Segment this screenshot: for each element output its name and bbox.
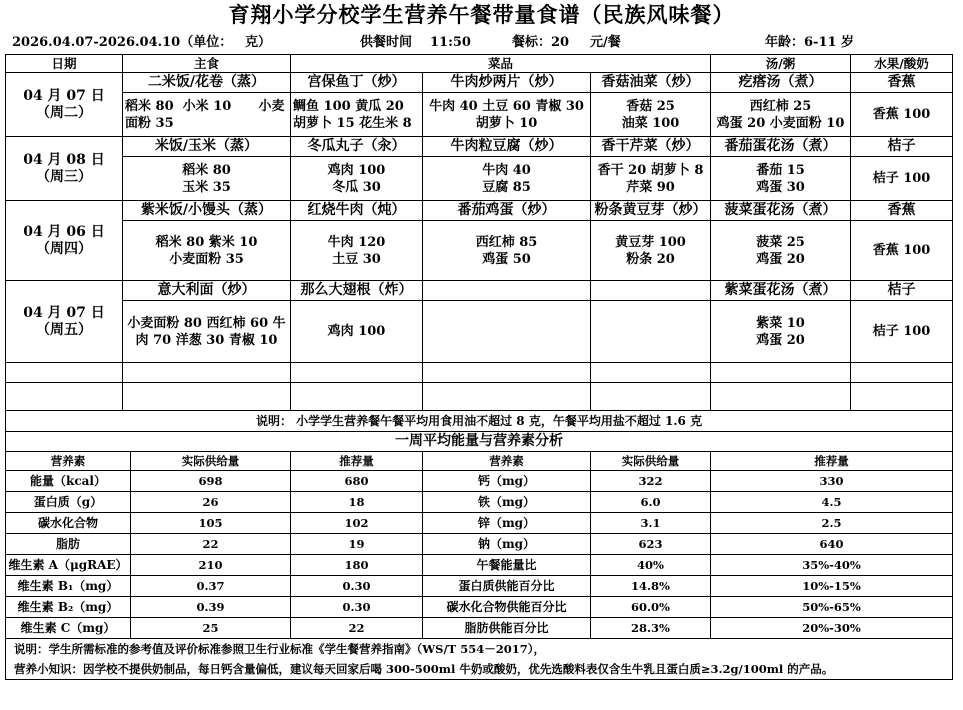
col-staple: 主食 — [123, 55, 291, 73]
nutrient-recommended: 19 — [291, 534, 423, 555]
nutrient-header: 实际供给量 — [591, 452, 711, 471]
nutrient-recommended: 50%-65% — [711, 597, 953, 618]
nutrient-recommended: 330 — [711, 471, 953, 492]
dish-name: 牛肉炒两片（炒） — [423, 73, 591, 93]
day-weekday: （周五） — [36, 321, 92, 338]
dish-name: 宫保鱼丁（炒） — [291, 73, 423, 93]
age-label: 年龄：6-11 岁 — [765, 35, 855, 50]
fruit-ingredients: 香蕉 100 — [851, 221, 953, 281]
fruit-name: 桔子 — [851, 281, 953, 301]
nutrient-row — [6, 492, 953, 513]
nutrient-header: 营养素 — [423, 452, 591, 471]
dish-ingredients — [423, 301, 591, 363]
nutrient-recommended: 102 — [291, 513, 423, 534]
nutrient-actual: 623 — [591, 534, 711, 555]
dish-name: 香菇油菜（炒） — [591, 73, 711, 93]
col-fruit: 水果/酸奶 — [851, 55, 953, 73]
fruit-ingredients: 桔子 100 — [851, 301, 953, 363]
day-date: 04 月 06 日 — [23, 223, 105, 240]
nutrient-actual: 22 — [131, 534, 291, 555]
dish-ingredients — [591, 301, 711, 363]
col-dishes: 菜品 — [291, 55, 711, 73]
nutrient-recommended: 640 — [711, 534, 953, 555]
nutrient-header: 实际供给量 — [131, 452, 291, 471]
nutrient-actual: 105 — [131, 513, 291, 534]
day-date: 04 月 07 日 — [23, 87, 105, 104]
staple-name: 米饭/玉米（蒸） — [123, 137, 291, 157]
fruit-ingredients: 桔子 100 — [851, 157, 953, 201]
nutrient-actual: 6.0 — [591, 492, 711, 513]
day-date: 04 月 07 日 — [23, 304, 105, 321]
staple-name: 紫米饭/小馒头（蒸） — [123, 201, 291, 221]
page-title: 育翔小学分校学生营养午餐带量食谱（民族风味餐） — [228, 2, 735, 27]
ingredient-row — [6, 301, 953, 363]
nutrient-actual: 322 — [591, 471, 711, 492]
staple-name: 意大利面（炒） — [123, 281, 291, 301]
nutrient-row — [6, 513, 953, 534]
dish-ingredients: 牛肉 40 豆腐 85 — [423, 157, 591, 201]
nutrient-actual: 0.39 — [131, 597, 291, 618]
day-row — [6, 201, 953, 221]
dish-ingredients: 鸡肉 100 — [291, 301, 423, 363]
ingredient-row — [6, 221, 953, 281]
nutrient-name: 钙（mg） — [423, 471, 591, 492]
nutrient-recommended: 10%-15% — [711, 576, 953, 597]
nutrient-actual: 14.8% — [591, 576, 711, 597]
soup-ingredients: 紫菜 10 鸡蛋 20 — [711, 301, 851, 363]
serve-time: 11:50 — [430, 35, 471, 50]
footer-row — [6, 639, 953, 680]
nutrient-actual: 210 — [131, 555, 291, 576]
soup-name: 菠菜蛋花汤（煮） — [711, 201, 851, 221]
staple-name: 二米饭/花卷（蒸） — [123, 73, 291, 93]
day-cell — [6, 201, 123, 281]
column-header-row — [6, 55, 953, 73]
fruit-name: 香蕉 — [851, 73, 953, 93]
nutrient-actual: 40% — [591, 555, 711, 576]
dish-ingredients: 香菇 25 油菜 100 — [591, 93, 711, 137]
day-row — [6, 281, 953, 301]
nutrient-name: 脂肪 — [6, 534, 131, 555]
day-weekday: （周二） — [36, 104, 92, 121]
analysis-title-row — [6, 432, 953, 452]
nutrient-name: 铁（mg） — [423, 492, 591, 513]
day-cell — [6, 137, 123, 201]
nutrient-name: 脂肪供能百分比 — [423, 618, 591, 639]
nutrient-actual: 698 — [131, 471, 291, 492]
dish-name — [423, 281, 591, 301]
dish-ingredients: 牛肉 120 土豆 30 — [291, 221, 423, 281]
nutrient-actual: 26 — [131, 492, 291, 513]
staple-ingredients: 小麦面粉 80 西红柿 60 牛肉 70 洋葱 30 青椒 10 — [123, 301, 291, 363]
ingredient-row — [6, 93, 953, 137]
nutrient-header: 营养素 — [6, 452, 131, 471]
footer-notes — [6, 639, 953, 680]
standard-unit: 元/餐 — [590, 35, 621, 50]
soup-ingredients: 西红柿 25 鸡蛋 20 小麦面粉 10 — [711, 93, 851, 137]
fruit-name: 桔子 — [851, 137, 953, 157]
nutrient-row — [6, 534, 953, 555]
dish-ingredients: 黄豆芽 100 粉条 20 — [591, 221, 711, 281]
footer-line-tip: 营养小知识：因学校不提供奶制品，每日钙含量偏低，建议每天回家后喝 300-500ml 牛奶或酸奶，优先选酸料表仅含生牛乳且蛋白质≥3.2g/100ml 的产品。 — [14, 662, 834, 676]
soup-name: 疙瘩汤（煮） — [711, 73, 851, 93]
day-weekday: （周四） — [36, 240, 92, 257]
day-date: 04 月 08 日 — [23, 151, 105, 168]
nutrient-recommended: 2.5 — [711, 513, 953, 534]
soup-name: 番茄蛋花汤（煮） — [711, 137, 851, 157]
dish-name: 香干芹菜（炒） — [591, 137, 711, 157]
staple-ingredients: 稻米 80 小米 10 小麦面粉 35 — [123, 93, 291, 137]
soup-ingredients: 菠菜 25 鸡蛋 20 — [711, 221, 851, 281]
nutrient-actual: 28.3% — [591, 618, 711, 639]
nutrient-row — [6, 576, 953, 597]
nutrient-recommended: 0.30 — [291, 597, 423, 618]
standard-label: 餐标：20 — [512, 35, 570, 50]
col-date: 日期 — [6, 55, 123, 73]
dish-ingredients: 香干 20 胡萝卜 8 芹菜 90 — [591, 157, 711, 201]
nutrient-header: 推荐量 — [711, 452, 953, 471]
nutrient-recommended: 4.5 — [711, 492, 953, 513]
dish-ingredients: 鸡肉 100 冬瓜 30 — [291, 157, 423, 201]
soup-name: 紫菜蛋花汤（煮） — [711, 281, 851, 301]
nutrient-name: 维生素 A（μgRAE） — [6, 555, 131, 576]
nutrient-name: 钠（mg） — [423, 534, 591, 555]
nutrient-row — [6, 618, 953, 639]
staple-ingredients: 稻米 80 玉米 35 — [123, 157, 291, 201]
nutrient-header: 推荐量 — [291, 452, 423, 471]
nutrient-name: 蛋白质供能百分比 — [423, 576, 591, 597]
note-row — [6, 411, 953, 432]
footer-line-standard: 说明：学生所需标准的参考值及评价标准参照卫生行业标准《学生餐营养指南》（WS/T 554－2017）， — [14, 642, 545, 656]
nutrient-name: 维生素 B₁（mg） — [6, 576, 131, 597]
menu-table — [5, 54, 953, 680]
soup-ingredients: 番茄 15 鸡蛋 30 — [711, 157, 851, 201]
staple-ingredients: 稻米 80 紫米 10 小麦面粉 35 — [123, 221, 291, 281]
date-range: 2026.04.07-2026.04.10（单位： — [12, 35, 233, 50]
nutrient-name: 锌（mg） — [423, 513, 591, 534]
oil-salt-note: 说明： 小学学生营养餐午餐平均用食用油不超过 8 克，午餐平均用盐不超过 1.6 克 — [6, 411, 953, 432]
nutrient-recommended: 0.30 — [291, 576, 423, 597]
dish-name: 红烧牛肉（炖） — [291, 201, 423, 221]
dish-name: 那么大翅根（炸） — [291, 281, 423, 301]
col-soup: 汤/粥 — [711, 55, 851, 73]
serve-time-label: 供餐时间 — [360, 35, 413, 50]
nutrient-actual: 3.1 — [591, 513, 711, 534]
nutrient-name: 维生素 B₂（mg） — [6, 597, 131, 618]
dish-ingredients: 牛肉 40 土豆 60 青椒 30 胡萝卜 10 — [423, 93, 591, 137]
nutrient-name: 蛋白质（g） — [6, 492, 131, 513]
fruit-ingredients: 香蕉 100 — [851, 93, 953, 137]
dish-name — [591, 281, 711, 301]
nutrient-header-row — [6, 452, 953, 471]
dish-name: 粉条黄豆芽（炒） — [591, 201, 711, 221]
nutrient-name: 碳水化合物 — [6, 513, 131, 534]
day-row — [6, 73, 953, 93]
day-row — [6, 137, 953, 157]
analysis-title: 一周平均能量与营养素分析 — [6, 432, 953, 452]
dish-ingredients: 鲷鱼 100 黄瓜 20 胡萝卜 15 花生米 8 — [291, 93, 423, 137]
nutrient-recommended: 18 — [291, 492, 423, 513]
nutrient-name: 维生素 C（mg） — [6, 618, 131, 639]
nutrient-name: 碳水化合物供能百分比 — [423, 597, 591, 618]
nutrient-recommended: 680 — [291, 471, 423, 492]
day-cell — [6, 73, 123, 137]
day-weekday: （周三） — [36, 168, 92, 185]
nutrient-name: 午餐能量比 — [423, 555, 591, 576]
ingredient-row — [6, 157, 953, 201]
unit-label: 克） — [245, 35, 272, 50]
nutrient-recommended: 22 — [291, 618, 423, 639]
fruit-name: 香蕉 — [851, 201, 953, 221]
dish-name: 番茄鸡蛋（炒） — [423, 201, 591, 221]
nutrient-row — [6, 471, 953, 492]
nutrient-actual: 60.0% — [591, 597, 711, 618]
empty-row — [6, 363, 953, 383]
nutrient-actual: 25 — [131, 618, 291, 639]
nutrient-actual: 0.37 — [131, 576, 291, 597]
nutrient-recommended: 180 — [291, 555, 423, 576]
nutrient-row — [6, 555, 953, 576]
dish-name: 牛肉粒豆腐（炒） — [423, 137, 591, 157]
day-cell — [6, 281, 123, 363]
nutrient-recommended: 20%-30% — [711, 618, 953, 639]
nutrient-row — [6, 597, 953, 618]
nutrient-recommended: 35%-40% — [711, 555, 953, 576]
dish-name: 冬瓜丸子（汆） — [291, 137, 423, 157]
empty-row — [6, 383, 953, 411]
dish-ingredients: 西红柿 85 鸡蛋 50 — [423, 221, 591, 281]
nutrient-name: 能量（kcal） — [6, 471, 131, 492]
